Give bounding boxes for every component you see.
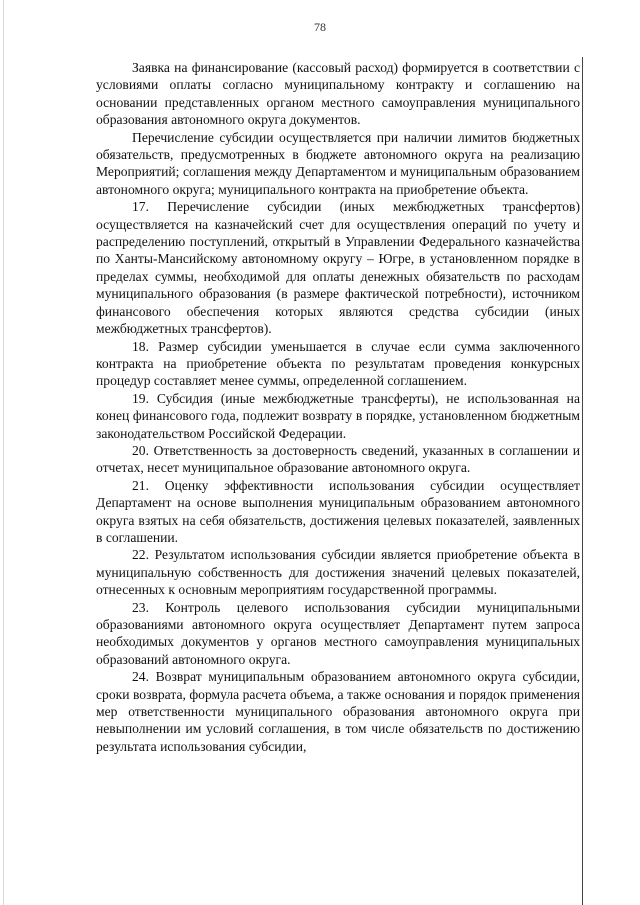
- paragraph-20: 20. Ответственность за достоверность сведений, указанных в соглашении и отчетах, несет муниципальное образование автономного округа.: [96, 442, 580, 476]
- paragraph-23: 23. Контроль целевого использования субсидии муниципальными образованиями автономного округа осуществляет Департамент путем запроса необходимых документов у органов местного самоуправления муниципальных образований автономного округа.: [96, 599, 580, 667]
- paragraph-application: Заявка на финансирование (кассовый расход) формируется в соответствии с условиями оплаты согласно муниципальному контракту и соглашению на основании представленных органом местного самоуправления муниципального образования автономного округа документов.: [96, 60, 580, 128]
- paragraph-transfer-conditions: Перечисление субсидии осуществляется при наличии лимитов бюджетных обязательств, предусмотренных в бюджете автономного округа на реализацию Мероприятий; соглашения между Департаментом и муниципальным образованием автономного округа; муниципального контракта на приобретение объекта.: [96, 129, 580, 197]
- paragraph-18: 18. Размер субсидии уменьшается в случае если сумма заключенного контракта на приобретение объекта по результатам проведения конкурсных процедур составляет менее суммы, определенной соглашением.: [96, 338, 580, 389]
- paragraph-21: 21. Оценку эффективности использования субсидии осуществляет Департамент на основе выполнения муниципальным образованием автономного округа взятых на себя обязательств, достижения целевых показателей, заявленных в соглашении.: [96, 477, 580, 545]
- paragraph-24: 24. Возврат муниципальным образованием автономного округа субсидии, сроки возврата, формула расчета объема, а также основания и порядок применения мер ответственности муниципального образования автономного округа при невыполнении им условий соглашения, в том числе обязательств по достижению результата использования субсидии,: [96, 669, 580, 754]
- scan-right-edge: [582, 57, 583, 905]
- scan-left-edge: [3, 0, 4, 905]
- body-text: [96, 59, 580, 755]
- paragraph-19: 19. Субсидия (иные межбюджетные трансферты), не использованная на конец финансового года, подлежит возврату в порядке, установленном бюджетным законодательством Российской Федерации.: [96, 390, 580, 441]
- page-number: 78: [314, 20, 326, 34]
- paragraph-22: 22. Результатом использования субсидии является приобретение объекта в муниципальную собственность для достижения значений целевых показателей, отнесенных к основным мероприятиям государственной программы.: [96, 547, 580, 598]
- paragraph-17: 17. Перечисление субсидии (иных межбюджетных трансфертов) осуществляется на казначейский счет для осуществления операций по учету и распределению поступлений, открытый в Управлении Федерального казначейства по Ханты-Мансийскому автономному округу – Югре, в установленном порядке в пределах суммы, необходимой для оплаты денежных обязательств по расходам муниципального образования (в размере фактической потребности), источником финансового обеспечения которых являются средства субсидии (иных межбюджетных трансфертов).: [96, 199, 580, 337]
